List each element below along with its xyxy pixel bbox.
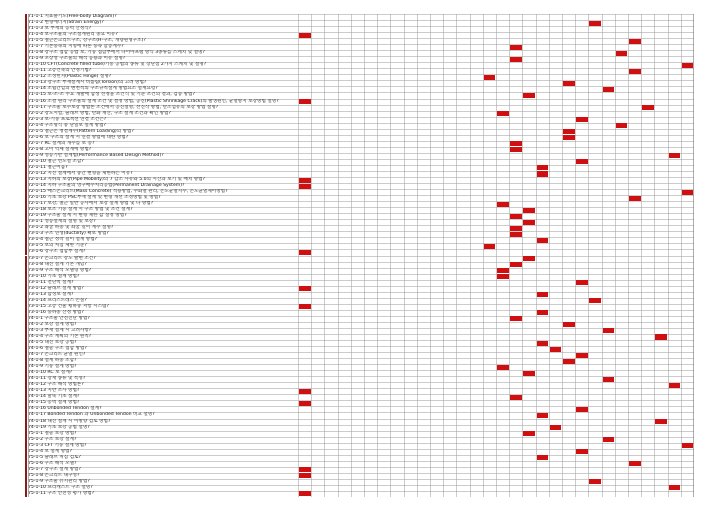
row-text: 72-1-15 매스콘크리트(Mass Concrete) 적용방법, 수화열 관리, 온도균열지수, 온도균열제어방법? — [28, 189, 228, 195]
row-text: 74-1-12 구조 해석 방법론? — [28, 382, 84, 388]
marked-cell — [523, 431, 535, 436]
marked-cell — [299, 250, 311, 255]
marked-cell — [550, 425, 562, 430]
marked-cell — [510, 232, 522, 237]
row-text: 73-1-3 구조 연성(ductility) 확보 방법? — [28, 231, 109, 237]
row-text: 75-1-11 구조 안전성 평가 방법? — [28, 490, 95, 496]
marked-cell — [299, 304, 311, 309]
row-text: 71-1-14 조립간헐의 변천적의 구조규칙설계 방법요소 설계요령? — [28, 86, 158, 92]
row-marker — [25, 491, 27, 497]
marked-cell — [299, 389, 311, 394]
row-text: 72-1-14 지하 구조물의 영구배수처리공법(Permanent Drainage System)? — [28, 183, 185, 189]
row-text: 72-1-16 기초 보강 PSC부재 설계 및 변형 개선 조정방법 및 방법? — [28, 195, 161, 201]
marked-cell — [629, 196, 641, 201]
marked-cell — [537, 413, 549, 418]
marked-cell — [682, 190, 694, 195]
row-text: 72-1-10 철근 빈도설 조합? — [28, 158, 84, 164]
row-text: 71-1-11 고층건축의 안정기법? — [28, 68, 92, 74]
row-text: 73-1-16 풍하중 산정 방법? — [28, 309, 84, 315]
marked-cell — [655, 419, 667, 424]
row-text: 71-1-7 기본풍속의 지형에 따른 풍속 할증계수? — [28, 44, 124, 50]
marked-cell — [299, 473, 311, 478]
marked-cell — [629, 461, 641, 466]
marked-cell — [576, 117, 588, 122]
marked-cell — [563, 359, 575, 364]
marked-cell — [510, 147, 522, 152]
marked-cell — [537, 292, 549, 297]
row-text: 72-1-4 구조형식 중 단일보 설계 방법? — [28, 122, 106, 128]
row-text: 74-1-2 보강 설계 방법? — [28, 321, 77, 327]
marked-cell — [682, 443, 694, 448]
row-text: 72-1-11 철근이음? — [28, 164, 68, 170]
marked-cell — [510, 141, 522, 146]
row-text: 75-1-1 철골 보강 방법? — [28, 430, 77, 436]
row-text: 73-1-12 슬래브 설계 방법? — [28, 285, 84, 291]
row-text: 71-1-5 철근콘크리트구조, 강구조(H-구조, 개량원형구조)? — [28, 38, 146, 44]
row-text: 71-1-17 구조물 보수보강 방법론 조건에서 공진설명, 선진작 방법, 탄소섬유의 보강 방법 설명? — [28, 104, 219, 110]
marked-cell — [510, 262, 522, 267]
row-text: 73-1-13 합성보 설계? — [28, 291, 74, 297]
row-text: 72-1-19 구조물 설계 시 변형 제한 값 설정 방법? — [28, 213, 127, 219]
marked-cell — [523, 371, 535, 376]
marked-cell — [510, 395, 522, 400]
marked-cell — [563, 81, 575, 86]
row-text: 71-1-2 변형에너지(Strain Energy)? — [28, 20, 104, 26]
row-text: 71-1-15 보-조-조 주요 개발에 합성 선정을 조건식 및 기준 조건의 결과, 검증 방법? — [28, 92, 195, 98]
marked-cell — [510, 316, 522, 321]
row-text: 73-1-6 강구조 접합부 설계? — [28, 249, 86, 255]
row-text: 74-1-5 내진 보강 공법? — [28, 340, 77, 346]
marked-cell — [629, 39, 641, 44]
row-text: 74-1-18 내진 설계 시 이방향 검토 방법? — [28, 418, 111, 424]
marked-cell — [510, 45, 522, 50]
row-text: 73-1-2 좌굴 하중 및 좌굴 길이 계수 설명? — [28, 225, 114, 231]
row-text: 75-1-6 구조 해석 모델? — [28, 460, 77, 466]
row-text: 74-1-15 옹벽 설계 방법? — [28, 400, 80, 406]
marked-cell — [537, 341, 549, 346]
marked-cell — [497, 268, 509, 273]
marked-cell — [563, 129, 575, 134]
row-text: 74-1-13 지반 조사 방법? — [28, 388, 80, 394]
marked-cell — [576, 449, 588, 454]
marked-cell — [299, 491, 311, 496]
marked-cell — [669, 153, 681, 158]
row-text: 74-1-7 콘크리트 균열 원인? — [28, 352, 86, 358]
row-text: 71-1-1 지표풀기도(Free-body Diagram)? — [28, 14, 117, 19]
row-text: 74-1-14 말뚝 기초 설계? — [28, 394, 80, 400]
marked-cell — [589, 298, 601, 303]
row-text: 75-1-3 CFT 기둥 설계 방법? — [28, 442, 87, 448]
row-text: 74-1-9 기둥 설계 방법? — [28, 364, 77, 370]
marked-cell — [299, 467, 311, 472]
row-text: 71-1-12 소성힌지(Plastic Hinge) 설명? — [28, 74, 112, 80]
marked-cell — [299, 286, 311, 291]
row-text: 72-1-2 강도시험, 슬래브 방법, 탄화 계산, 구조 설계 조건과 확인 방법? — [28, 110, 171, 116]
row-text: 74-1-11 강재 종류 및 특성? — [28, 376, 86, 382]
row-text: 73-1-5 보의 처짐 제한 기준? — [28, 243, 87, 249]
row-text: 74-1-10 RC 보 설계? — [28, 370, 73, 376]
marked-cell — [523, 220, 535, 225]
row-text: 71-1-8 강구조 접합 공법 보, 기둥 접합부에서 다이아프램 방식 3종류를 스케치 및 설명? — [28, 50, 205, 56]
marked-cell — [603, 377, 615, 382]
row-text: 74-1-19 기초 보강 공법 설명? — [28, 424, 90, 430]
marked-cell — [537, 455, 549, 460]
table-row — [28, 491, 694, 497]
marked-cell — [537, 171, 549, 176]
rows-layer — [28, 14, 694, 497]
marked-cell — [299, 184, 311, 189]
marked-cell — [510, 226, 522, 231]
marked-cell — [523, 93, 535, 98]
row-text: 74-1-3 부재 설계 시 고려사항? — [28, 327, 92, 333]
marked-cell — [616, 51, 628, 56]
row-text: 73-1-9 구조 해석 모델링 방법? — [28, 267, 92, 273]
marked-cell — [497, 274, 509, 279]
row-text: 72-1-3 보-기둥 프로젝션 연결 조건은? — [28, 116, 107, 122]
row-text: 72-1-17 보강, 철근 일반 공사에서 보강 설계 방법 및 다 방법? — [28, 201, 154, 207]
marked-cell — [616, 123, 628, 128]
row-text: 75-1-2 구조 보강 설계? — [28, 436, 77, 442]
marked-cell — [299, 401, 311, 406]
marked-cell — [563, 322, 575, 327]
row-text: 71-1-16 소결 원리 구조물의 설계 조건 및 결정 방법, 공진(Plastic Shrinkage Crack)의 발생원인, 균열방지 보강방법 설명? — [28, 98, 279, 104]
marked-cell — [497, 202, 509, 207]
row-text: 71-1-3 보 부재의 응력 산정식? — [28, 26, 92, 32]
marked-cell — [589, 479, 601, 484]
marked-cell — [642, 105, 654, 110]
marked-cell — [603, 328, 615, 333]
marked-cell — [537, 310, 549, 315]
row-text: 73-1-4 철근 정착 길이 설계 방법? — [28, 237, 98, 243]
row-text: 73-1-14 프리스트레스 손실? — [28, 297, 87, 303]
row-text: 72-1-18 보조 기둥 설계 시 구조 방법 및 조건 설계? — [28, 207, 133, 213]
marked-cell — [576, 407, 588, 412]
row-text: 75-1-9 구조물 유지관리 방법? — [28, 478, 90, 484]
row-text: 73-1-8 내진 설계 기본 개념? — [28, 261, 87, 267]
row-text: 74-1-17 Bonded Tendon 과 Unbonded Tendon 비교 설명? — [28, 412, 155, 418]
row-text: 74-1-4 구조 계획의 기본 원칙? — [28, 333, 92, 339]
marked-cell — [603, 87, 615, 92]
row-text: 73-1-1 성능설계의 설명 및 보강? — [28, 219, 96, 225]
marked-cell — [669, 485, 681, 490]
row-text: 72-1-12 지진 설계에서 중간 변형을 제한하는 이유? — [28, 170, 133, 176]
row-text: 71-1-4 보구조물의 구조설계원리 중요 이유? — [28, 32, 118, 38]
marked-cell — [510, 57, 522, 62]
row-text: 73-1-7 콘크리트 강도 발현 조건? — [28, 255, 96, 261]
marked-cell — [523, 256, 535, 261]
row-text: 74-1-8 설계 하중 조합? — [28, 358, 77, 364]
marked-cell — [537, 238, 549, 243]
row-text: 74-1-16 Unbonded Tendon 설계? — [28, 406, 102, 412]
row-text: 75-1-8 콘크리트 내구성? — [28, 472, 80, 478]
row-text: 75-1-10 프리캐스트 구조 설명? — [28, 484, 93, 490]
marked-cell — [523, 208, 535, 213]
row-text: 72-1-7 RC 설계의 개수를 보 증? — [28, 140, 95, 146]
marked-cell — [576, 280, 588, 285]
row-text: 73-1-15 고층 건물 횡하중 저항 시스템? — [28, 303, 109, 309]
marked-cell — [682, 63, 694, 68]
marked-cell — [563, 135, 575, 140]
row-text: 72-1-5 철근콘 정결계수(Pattern Loading)의 방법? — [28, 128, 134, 134]
marked-cell — [669, 383, 681, 388]
marked-cell — [537, 165, 549, 170]
marked-cell — [603, 437, 615, 442]
marked-cell — [576, 159, 588, 164]
marked-cell — [299, 33, 311, 38]
marked-cell — [655, 334, 667, 339]
marked-cell — [299, 99, 311, 104]
marked-cell — [497, 111, 509, 116]
row-text: 72-1-9 성능기반 설계법(Performance Based Design Method)? — [28, 152, 164, 158]
row-text: 71-1-10 CFT(Concrete filled tube)기둥 공법의 종류 및 장단점 2가지 스케치 및 설명? — [28, 62, 207, 68]
marked-cell — [629, 69, 641, 74]
row-text: 73-1-11 전단벽 설계? — [28, 279, 74, 285]
marked-cell — [589, 21, 601, 26]
row-text: 75-1-7 강구조 설계 방법? — [28, 466, 81, 472]
marked-cell — [497, 365, 509, 370]
marked-cell — [299, 178, 311, 183]
row-text: 71-1-9 포장성 구조물의 해석 응용과 이유 설명? — [28, 56, 126, 62]
marked-cell — [510, 214, 522, 219]
row-text: 75-1-4 보 설계 방법? — [28, 448, 73, 454]
row-text: 72-1-8 고이 역체 설계에 방법? — [28, 146, 92, 152]
marked-cell — [484, 244, 496, 249]
row-text: 73-1-10 기초 설계 방법? — [28, 273, 80, 279]
row-text: 71-1-13 강구조 부재설계시 비틀림(Torsion)의 고려 방법? — [28, 80, 147, 86]
row-text: 72-1-6 보 구조의 설계 시 연결 방법에 대한 방법? — [28, 134, 129, 140]
spreadsheet — [28, 14, 694, 497]
row-text: 74-1-1 구조물 안전진단 방법? — [28, 315, 90, 321]
row-text: 75-1-5 슬래브 처짐 검토? — [28, 454, 81, 460]
row-text: 74-1-6 철골 구조 접합 방법? — [28, 346, 87, 352]
marked-cell — [576, 353, 588, 358]
row-text: 72-1-13 지하의 보장(Pipe Mobility)의 7 감소 사유와 5.0의 시산과 보기 및 배치 방법? — [28, 177, 206, 182]
marked-cell — [550, 347, 562, 352]
marked-cell — [484, 75, 496, 80]
